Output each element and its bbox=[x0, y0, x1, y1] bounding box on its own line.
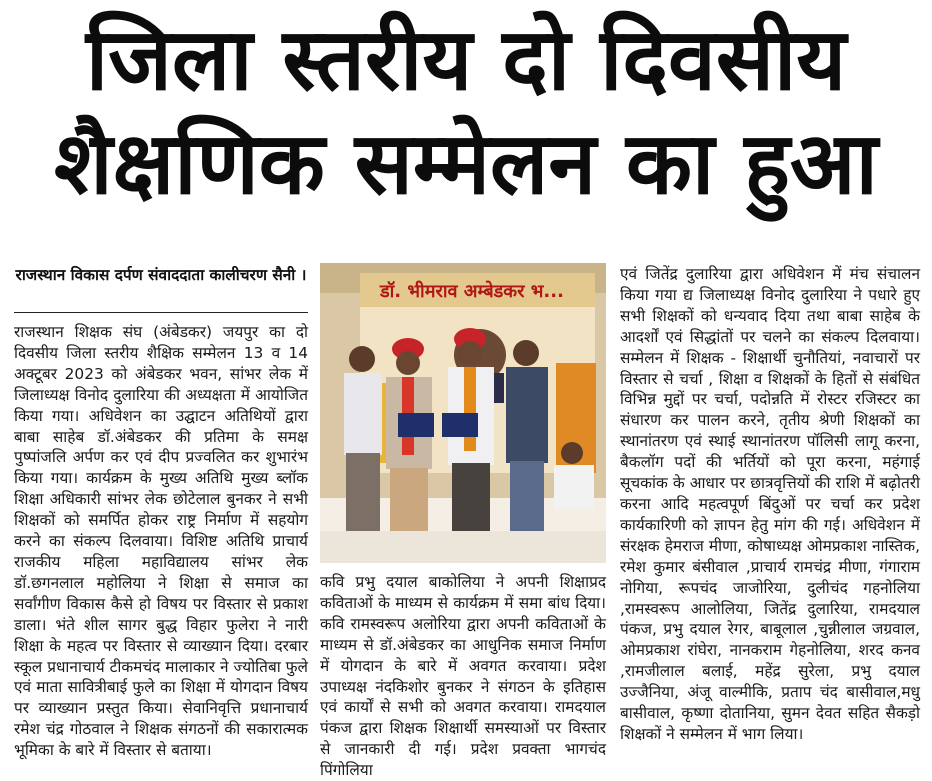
headline-line-2: शैक्षणिक सम्मेलन का हुआ bbox=[54, 114, 878, 214]
banner-text: डॉ. भीमराव अम्बेडकर भ... bbox=[380, 281, 564, 302]
article-column-1: राजस्थान शिक्षक संघ (अंबेडकर) जयपुर का दो दिवसीय जिला स्तरीय शैक्षिक सम्मेलन 13 व 14 अक्टूबर 2023 को अंबेडकर भवन, सांभर लेक में जिलाध्यक्ष विनोद दुलारिया की अध्यक्षता में आयोजित किया गया। अधिवेशन का उद्घाटन अतिथियों द्वारा बाबा साहेब डॉ.अंबेडकर की प्रतिमा के समक्ष पुष्पांजलि अर्पण कर एवं दीप प्रज्वलित कर शुभारंभ किया गया। कार्यक्रम के मुख्य अतिथि मुख्य ब्लॉक शिक्षा अधिकारी सांभर लेक छोटेलाल बुनकर ने सभी शिक्षकों को समर्पित होकर राष्ट्र निर्माण में सहयोग करने का संकल्प दिलवाया। विशिष्ट अतिथि प्राचार्य राजकीय महिला महाविद्यालय सांभर लेक डॉ.छगनलाल महोलिया ने शिक्षा से समाज का सर्वांगीण विकास कैसे हो विषय पर विस्तार से प्रकाश डाला। भंते शील सागर बुद्ध विहार फुलेरा ने नारी शिक्षा के महत्व पर विस्तार से व्याख्यान दिया। दरबार स्कूल प्रधानाचार्य टीकमचंद मालाकार ने ज्योतिबा फुले एवं माता सावित्रीबाई फुले का शिक्षा में योगदान विषय पर व्याख्यान प्रस्तुत किया। सेवानिवृत्ति प्रधानाचार्य रमेश चंद्र गोठवाल ने शिक्षक संगठनों की सकारात्मक भूमिका के बारे में विस्तार से बताया। bbox=[14, 323, 308, 760]
article-column-2: कवि प्रभु दयाल बाकोलिया ने अपनी शिक्षाप्रद कविताओं के माध्यम से कार्यक्रम में समा बांध दिया। कवि रामस्वरूप अलोरिया द्वारा अपनी कविताओं के माध्यम से डॉ.अंबेडकर का आधुनिक समाज निर्माण में योगदान के बारे में अवगत करवाया। प्रदेश उपाध्यक्ष नंदकिशोर बुनकर ने संगठन के इतिहास एवं कार्यों से सभी को अवगत करवाया। रामदयाल पंकज द्वारा शिक्षक शिक्षार्थी समस्याओं पर विस्तार से जानकारी दी गई। प्रदेश प्रवक्ता भागचंद पिंगोलिया bbox=[320, 573, 606, 780]
headline bbox=[0, 8, 932, 216]
event-photo-illustration bbox=[320, 263, 606, 563]
headline-line-1: जिला स्तरीय दो दिवसीय bbox=[85, 10, 847, 110]
article-column-3: एवं जितेंद्र दुलारिया द्वारा अधिवेशन में मंच संचालन किया गया द्य जिलाध्यक्ष विनोद दुलारिया ने पधारे हुए सभी शिक्षकों को धन्यवाद दिया तथा बाबा साहेब के आदर्शों एवं सिद्धांतों पर चलने का संकल्प दिलवाया। सम्मेलन में शिक्षक - शिक्षार्थी चुनौतियां, नवाचारों पर विस्तार से चर्चा , शिक्षा व शिक्षकों के हितों से संबंधित विभिन्न मुद्दों पर चर्चा, पदोन्नति में रोस्टर रजिस्टर का संधारण कर पालन करने, तृतीय श्रेणी शिक्षकों का स्थानांतरण एवं स्थाई स्थानांतरण पॉलिसी लागू करना, बैकलॉग पदों की भर्तियों को पूरा करना, महंगाई सूचकांक के आधार पर छात्रवृत्तियों की राशि में बढ़ोतरी करना आदि महत्वपूर्ण बिंदुओं पर चर्चा कर प्रदेश कार्यकारिणी को ज्ञापन हेतु मांग की गई। अधिवेशन में संरक्षक हेमराज मीणा, कोषाध्यक्ष ओमप्रकाश नास्तिक, रमेश कुमार बंसीवाल ,प्राचार्य रामचंद्र मीणा, गंगाराम नोगिया, रूपचंद जाजोरिया, दुलीचंद गहनोलिया ,रामस्वरूप आलोलिया, जितेंद्र दुलारिया, रामदयाल पंकज, प्रभु दयाल रेगर, बाबूलाल ,चुन्नीलाल जग्रवाल, ओमप्रकाश रांघेरा, नानकराम गेहनोलिया, शरद कनव ,रामजीलाल बलाई, महेंद्र सुरेला, प्रभु दयाल उज्जैनिया, अंजू वाल्मीकि, प्रताप चंद बासीवाल,मधु बासीवाल, कृष्णा दोतानिया, सुमन देवत सहित सैकड़ो शिक्षकों ने सम्मेलन में भाग लिया। bbox=[620, 265, 920, 743]
byline: राजस्थान विकास दर्पण संवाददाता कालीचरण सैनी । bbox=[15, 266, 307, 284]
byline-divider bbox=[14, 312, 308, 313]
event-photo bbox=[320, 263, 606, 563]
